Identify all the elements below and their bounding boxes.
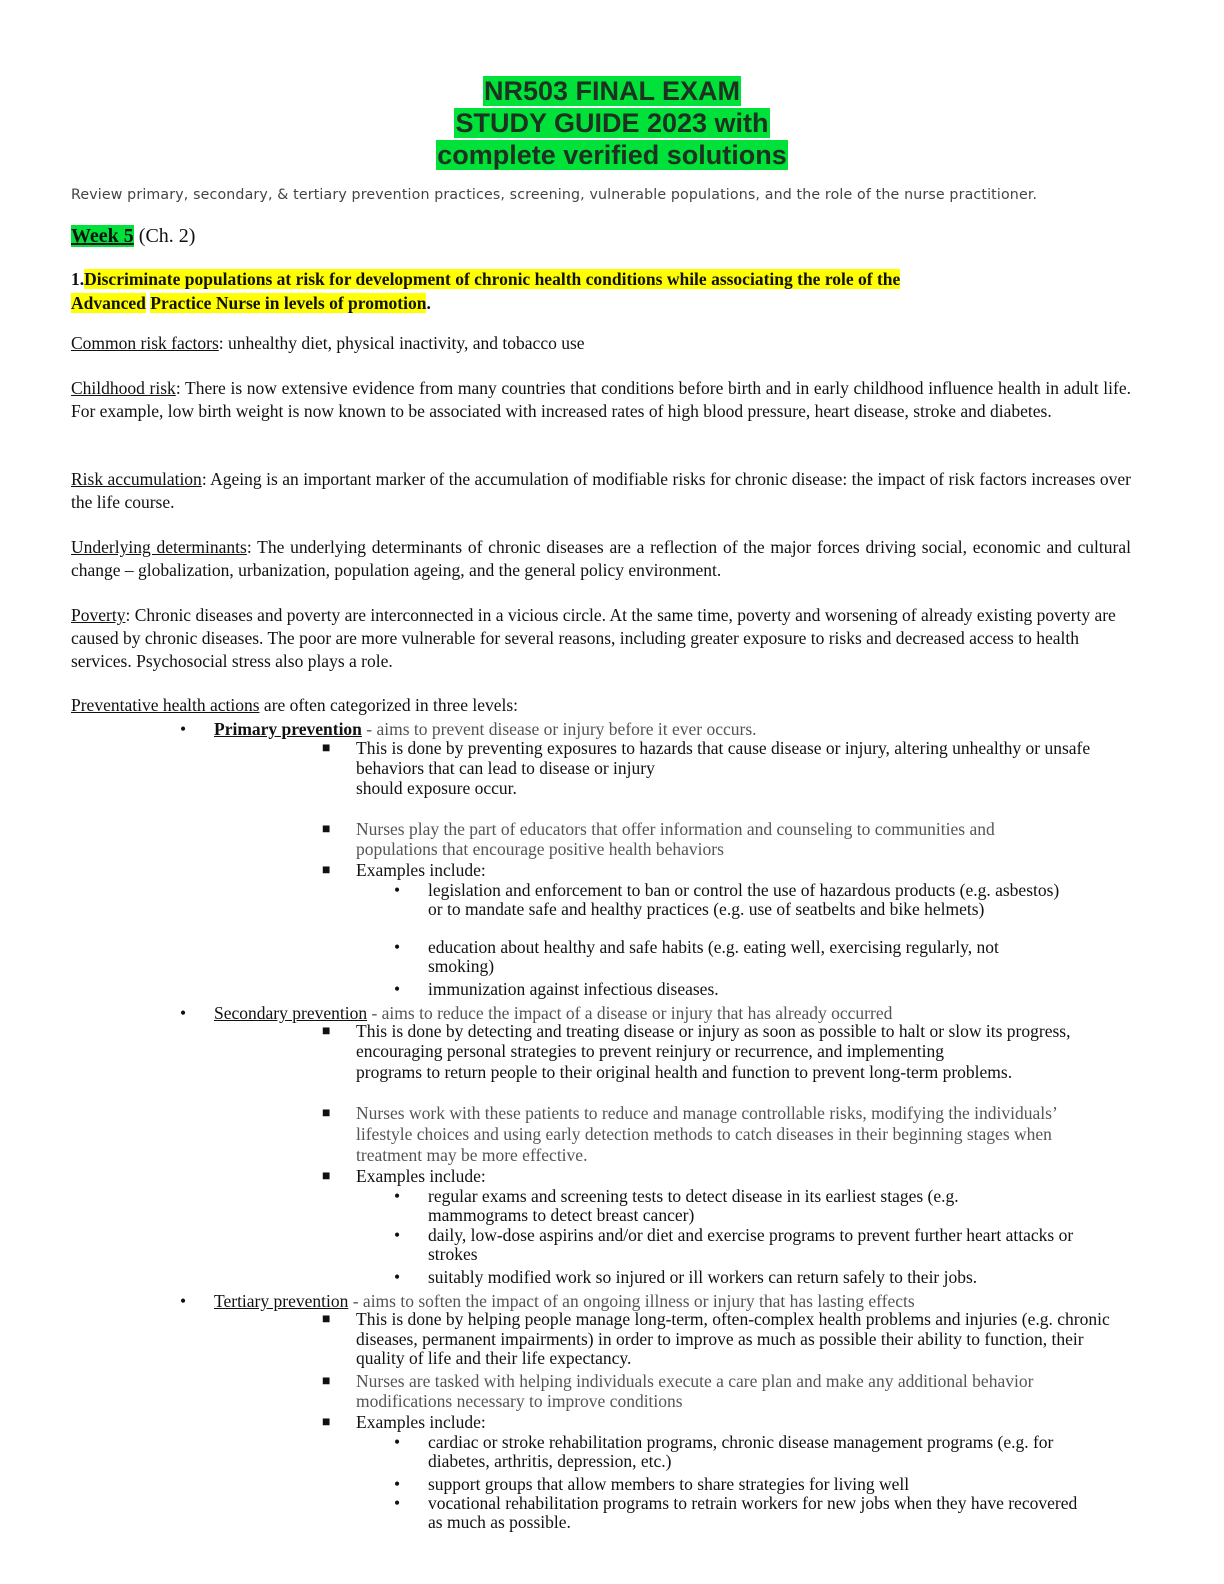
square-bullet-icon: ■ (322, 1106, 331, 1121)
square-bullet-icon: ■ (322, 863, 331, 878)
bullet-icon: • (394, 1225, 401, 1245)
bullet-icon: • (394, 1493, 401, 1513)
objective-number: 1. (71, 269, 85, 289)
bullet-icon: • (394, 1267, 401, 1287)
tertiary-bullet-2: ■ Nurses are tasked with helping individuals execute a care plan and make any additional behavior modifications necessary to improve conditions (322, 1371, 1034, 1411)
bullet-icon: • (394, 1186, 401, 1206)
secondary-example-2: • daily, low-dose aspirins and/or diet and exercise programs to prevent further heart attacks or strokes (394, 1225, 1074, 1264)
square-bullet-icon: ■ (322, 822, 331, 837)
primary-bullet-1: ■ This is done by preventing exposures to hazards that cause disease or injury, altering unhealthy or unsafe behaviors that can lead to disease or injury should exposure occur. (322, 738, 1091, 798)
square-bullet-icon: ■ (322, 1312, 331, 1327)
tertiary-bullet-3: ■ Examples include: (322, 1412, 486, 1432)
secondary-prevention-item: • Secondary prevention - aims to reduce the impact of a disease or injury that has already occurred (180, 1003, 893, 1023)
preventative-health-actions: Preventative health actions are often categorized in three levels: (71, 695, 519, 715)
secondary-example-1: • regular exams and screening tests to detect disease in its earliest stages (e.g. mammograms to detect breast cancer) (394, 1186, 959, 1225)
secondary-example-3: • suitably modified work so injured or ill workers can return safely to their jobs. (394, 1267, 978, 1287)
objective-text-b2: Practice Nurse in levels of promotion (150, 293, 427, 313)
bullet-icon: • (180, 1003, 187, 1023)
title-line-1: NR503 FINAL EXAM (483, 76, 741, 106)
bullet-icon: • (394, 1474, 401, 1494)
objective-text-b1: Advanced (71, 293, 146, 313)
square-bullet-icon: ■ (322, 1169, 331, 1184)
square-bullet-icon: ■ (322, 1415, 331, 1430)
primary-bullet-3: ■ Examples include: (322, 860, 486, 880)
underlying-determinants: Underlying determinants: The underlying determinants of chronic diseases are a reflection of the major forces driving social, economic and cultural change – globalization, urbanization, population ageing, and the general policy environment. (71, 537, 1131, 580)
tertiary-prevention-item: • Tertiary prevention - aims to soften the impact of an ongoing illness or injury that has lasting effects (180, 1291, 915, 1311)
objective-heading: 1.Discriminate populations at risk for development of chronic health conditions while associating the role of the Advanced Practice Nurse in levels of promotion. (71, 269, 901, 313)
risk-accumulation: Risk accumulation: Ageing is an important marker of the accumulation of modifiable risks for chronic disease: the impact of risk factors increases over the life course. (71, 469, 1131, 512)
primary-example-2: • education about healthy and safe habits (e.g. eating well, exercising regularly, not smoking) (394, 937, 999, 976)
childhood-risk: Childhood risk: There is now extensive evidence from many countries that conditions before birth and in early childhood influence health in adult life. For example, low birth weight is now known to be associated with increased rates of high blood pressure, heart disease, stroke and diabetes. (71, 378, 1131, 421)
objective-text-a: Discriminate populations at risk for development of chronic health conditions while associating the role of the (84, 269, 901, 289)
week-heading (71, 225, 195, 248)
week-chapter: (Ch. 2) (133, 225, 196, 247)
title-line-2: STUDY GUIDE 2023 with (455, 108, 769, 138)
secondary-bullet-3: ■ Examples include: (322, 1166, 486, 1186)
tertiary-example-1: • cardiac or stroke rehabilitation programs, chronic disease management programs (e.g. for diabetes, arthritis, depression, etc.) (394, 1432, 1054, 1471)
square-bullet-icon: ■ (322, 1024, 331, 1039)
primary-bullet-2: ■ Nurses play the part of educators that offer information and counseling to communities and populations that encourage positive health behaviors (322, 819, 995, 859)
bullet-icon: • (180, 1291, 187, 1311)
tertiary-example-3: • vocational rehabilitation programs to retrain workers for new jobs when they have recovered as much as possible. (394, 1493, 1078, 1532)
primary-prevention-item: • Primary prevention - aims to prevent disease or injury before it ever occurs. (180, 719, 757, 739)
bullet-icon: • (180, 719, 187, 739)
week-label: Week 5 (71, 225, 134, 247)
square-bullet-icon: ■ (322, 741, 331, 756)
bullet-icon: • (394, 880, 401, 900)
subtitle: Review primary, secondary, & tertiary prevention practices, screening, vulnerable populations, and the role of the nurse practitioner. (71, 187, 1038, 203)
bullet-icon: • (394, 937, 401, 957)
secondary-bullet-2: ■ Nurses work with these patients to reduce and manage controllable risks, modifying the individuals’ lifestyle choices and using early detection methods to catch diseases in their beginning stages when treatment may be more effective. (322, 1103, 1057, 1165)
primary-example-3: • immunization against infectious diseases. (394, 979, 719, 999)
tertiary-bullet-1: ■ This is done by helping people manage long-term, often-complex health problems and injuries (e.g. chronic diseases, permanent impairments) in order to improve as much as possible their ability to function, their quality of life and their life expectancy. (322, 1309, 1110, 1368)
poverty: Poverty: Chronic diseases and poverty are interconnected in a vicious circle. At the same time, poverty and worsening of already existing poverty are caused by chronic diseases. The poor are more vulnerable for several reasons, including greater exposure to risks and decreased access to health services. Psychosocial stress also plays a role. (71, 605, 1116, 671)
square-bullet-icon: ■ (322, 1374, 331, 1389)
common-risk-factors: Common risk factors: unhealthy diet, physical inactivity, and tobacco use (71, 333, 585, 353)
bullet-icon: • (394, 1432, 401, 1452)
bullet-icon: • (394, 979, 401, 999)
secondary-bullet-1: ■ This is done by detecting and treating disease or injury as soon as possible to halt or slow its progress, encouraging personal strategies to prevent reinjury or recurrence, and implementing programs to return people to their original health and function to prevent long-term problems. (322, 1021, 1071, 1082)
primary-example-1: • legislation and enforcement to ban or control the use of hazardous products (e.g. asbestos) or to mandate safe and healthy practices (e.g. use of seatbelts and bike helmets) (394, 880, 1060, 919)
title-line-3: complete verified solutions (437, 140, 787, 170)
tertiary-example-2: • support groups that allow members to share strategies for living well (394, 1474, 910, 1494)
